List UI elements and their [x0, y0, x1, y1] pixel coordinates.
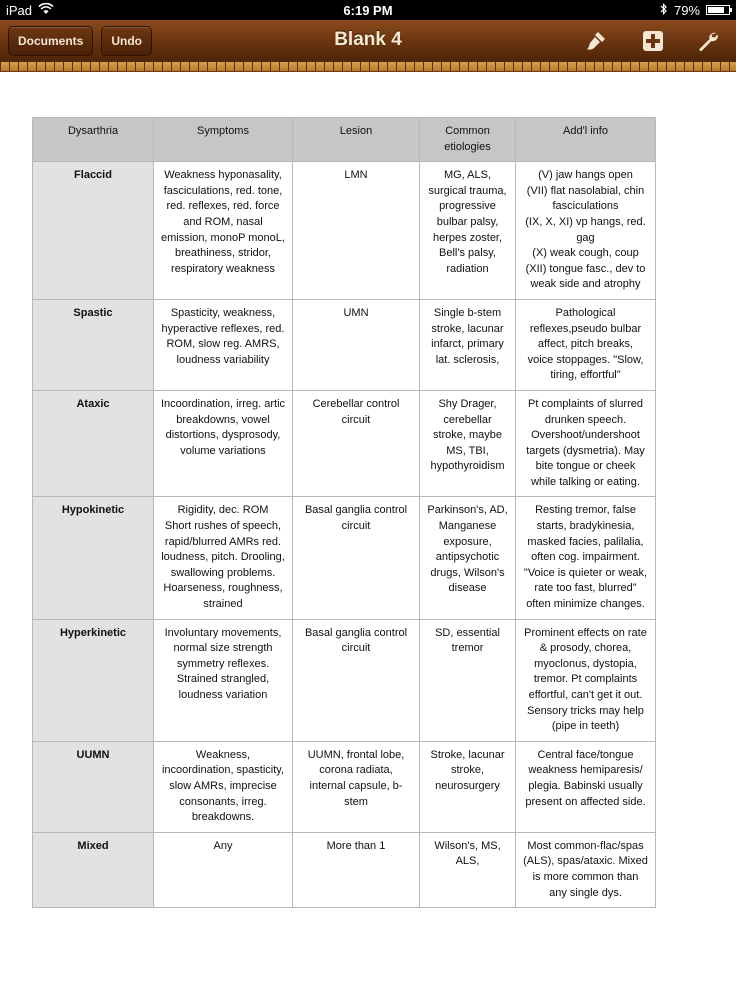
- symptoms-cell[interactable]: Any: [154, 832, 293, 907]
- etiologies-cell[interactable]: Wilson's, MS, ALS,: [420, 832, 516, 907]
- symptoms-cell[interactable]: Incoordination, irreg. artic breakdowns, vowel distortions, dysprosody, volume variations: [154, 390, 293, 497]
- symptoms-cell[interactable]: Weakness, incoordination, spasticity, slow AMRs, imprecise consonants, irreg. breakdowns.: [154, 741, 293, 832]
- symptoms-cell[interactable]: Spasticity, weakness, hyperactive reflexes, red. ROM, slow reg. AMRS, loudness variability: [154, 299, 293, 390]
- lesion-cell[interactable]: Cerebellar control circuit: [293, 390, 420, 497]
- info-cell[interactable]: Central face/tongue weakness hemiparesis/ plegia. Babinski usually present on affected side.: [516, 741, 656, 832]
- lesion-cell[interactable]: LMN: [293, 162, 420, 300]
- header-addl-info[interactable]: Add'l info: [516, 118, 656, 162]
- row-dysarthria-cell[interactable]: Mixed: [33, 832, 154, 907]
- symptoms-cell[interactable]: Involuntary movements, normal size strength symmetry reflexes. Strained strangled, loudness variation: [154, 619, 293, 741]
- info-cell[interactable]: Pathological reflexes,pseudo bulbar affect, pitch breaks, voice stoppages. "Slow, tiring, effortful": [516, 299, 656, 390]
- info-cell[interactable]: Resting tremor, false starts, bradykinesia, masked facies, palilalia, often cog. impairment. "Voice is quieter or weak, rate too fast, blurred" often minimize changes.: [516, 497, 656, 619]
- row-dysarthria-cell[interactable]: Hyperkinetic: [33, 619, 154, 741]
- table-row: [33, 832, 656, 907]
- table-row: [33, 619, 656, 741]
- row-dysarthria-cell[interactable]: Hypokinetic: [33, 497, 154, 619]
- etiologies-cell[interactable]: Stroke, lacunar stroke, neurosurgery: [420, 741, 516, 832]
- etiologies-cell[interactable]: MG, ALS, surgical trauma, progressive bulbar palsy, herpes zoster, Bell's palsy, radiation: [420, 162, 516, 300]
- battery-percent: 79%: [673, 2, 700, 18]
- header-dysarthria[interactable]: Dysarthria: [33, 118, 154, 162]
- info-cell[interactable]: (V) jaw hangs open (VII) flat nasolabial, chin fasciculations (IX, X, XI) vp hangs, red. gag (X) weak cough, coup (XII) tongue fasc., dev to weak side and atrophy: [516, 162, 656, 300]
- row-dysarthria-cell[interactable]: Ataxic: [33, 390, 154, 497]
- row-dysarthria-cell[interactable]: Spastic: [33, 299, 154, 390]
- paintbrush-icon[interactable]: [582, 27, 610, 55]
- dysarthria-table[interactable]: [32, 117, 656, 908]
- lesion-cell[interactable]: UMN: [293, 299, 420, 390]
- device-name: iPad: [6, 2, 33, 18]
- etiologies-cell[interactable]: Shy Drager, cerebellar stroke, maybe MS, TBI, hypothyroidism: [420, 390, 516, 497]
- info-cell[interactable]: Prominent effects on rate & prosody, chorea, myoclonus, dystopia, tremor. Pt complaints effortful, can't get it out. Sensory tricks may help (pipe in teeth): [516, 619, 656, 741]
- wrench-icon[interactable]: [694, 27, 722, 55]
- symptoms-cell[interactable]: Rigidity, dec. ROM Short rushes of speech, rapid/blurred AMRs red. loudness, pitch. Drooling, swallowing problems. Hoarseness, roughness, strained: [154, 497, 293, 619]
- status-bar: [0, 0, 736, 20]
- documents-button[interactable]: Documents: [8, 26, 93, 56]
- undo-button[interactable]: Undo: [101, 26, 152, 56]
- lesion-cell[interactable]: Basal ganglia control circuit: [293, 619, 420, 741]
- clock: 6:19 PM: [343, 2, 393, 18]
- row-dysarthria-cell[interactable]: Flaccid: [33, 162, 154, 300]
- ruler: [0, 62, 736, 72]
- toolbar: [0, 20, 736, 62]
- table-row: [33, 390, 656, 497]
- etiologies-cell[interactable]: Single b-stem stroke, lacunar infarct, primary lat. sclerosis,: [420, 299, 516, 390]
- row-dysarthria-cell[interactable]: UUMN: [33, 741, 154, 832]
- lesion-cell[interactable]: More than 1: [293, 832, 420, 907]
- etiologies-cell[interactable]: Parkinson's, AD, Manganese exposure, antipsychotic drugs, Wilson's disease: [420, 497, 516, 619]
- document-title: Blank 4: [334, 29, 402, 50]
- table-row: [33, 162, 656, 300]
- lesion-cell[interactable]: Basal ganglia control circuit: [293, 497, 420, 619]
- table-row: [33, 299, 656, 390]
- header-symptoms[interactable]: Symptoms: [154, 118, 293, 162]
- add-icon[interactable]: [639, 27, 667, 55]
- table-row: [33, 741, 656, 832]
- symptoms-cell[interactable]: Weakness hyponasality, fasciculations, red. tone, red. reflexes, red. force and ROM, nasal emission, monoP monoL, breathiness, stridor, respiratory weakness: [154, 162, 293, 300]
- wifi-icon: [38, 3, 54, 18]
- info-cell[interactable]: Pt complaints of slurred drunken speech. Overshoot/undershoot targets (dysmetria). May bite tongue or cheek while talking or eating.: [516, 390, 656, 497]
- etiologies-cell[interactable]: SD, essential tremor: [420, 619, 516, 741]
- info-cell[interactable]: Most common-flac/spas (ALS), spas/ataxic. Mixed is more common than any single dys.: [516, 832, 656, 907]
- table-header-row: [33, 118, 656, 162]
- bluetooth-icon: [660, 3, 668, 18]
- header-lesion[interactable]: Lesion: [293, 118, 420, 162]
- table-row: [33, 497, 656, 619]
- battery-icon: [706, 5, 730, 15]
- header-common-etiologies[interactable]: Common etiologies: [420, 118, 516, 162]
- lesion-cell[interactable]: UUMN, frontal lobe, corona radiata, internal capsule, b- stem: [293, 741, 420, 832]
